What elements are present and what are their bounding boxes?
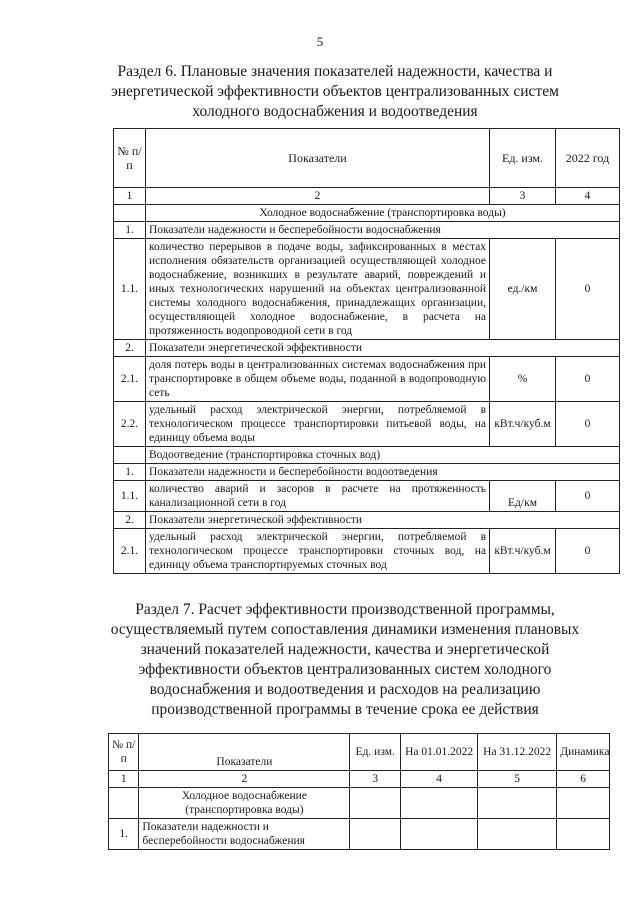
col-number: 5	[478, 771, 557, 788]
unit-cell: ед./км	[490, 239, 556, 340]
col-number: 2	[139, 771, 350, 788]
subgroup-row	[114, 464, 620, 481]
section-7-table	[108, 733, 610, 850]
group-heading: Холодное водоснабжение (транспортировка воды)	[139, 788, 350, 819]
col-header-unit: Ед. изм.	[350, 734, 401, 771]
subgroup-row	[114, 222, 620, 239]
subgroup-heading: Показатели энергетической эффективности	[146, 340, 620, 357]
value-cell: 0	[556, 357, 620, 402]
unit-cell: кВт.ч/куб.м	[490, 402, 556, 447]
group-row	[114, 447, 620, 464]
subgroup-heading: Показатели надежности и бесперебойности водоотведения	[146, 464, 620, 481]
subgroup-row	[109, 819, 610, 850]
group-heading: Холодное водоснабжение (транспортировка воды)	[146, 205, 620, 222]
row-number: 1.	[109, 819, 139, 850]
row-number: 2.	[114, 512, 146, 529]
row-number: 2.	[114, 340, 146, 357]
col-header-dynamics: Динамика	[557, 734, 610, 771]
indicator-text: удельный расход электрической энергии, потребляемой в технологическом процессе транспортировки сточных вод, на единицу объема транспортируемых сточных вод	[146, 529, 490, 574]
value-cell: 0	[556, 481, 620, 512]
col-header-start: На 01.01.2022	[401, 734, 478, 771]
indicator-text: удельный расход электрической энергии, потребляемой в технологическом процессе транспортировки питьевой воды, на единицу объема воды	[146, 402, 490, 447]
section-7-title: Раздел 7. Расчет эффективности производственной программы, осуществляемый путем сопоставления динамики изменения плановых значений показателей надежности, качества и энергетической эффективности объектов централизованных систем холодного водоснабжения и водоотведения и расходов на реализацию производственной программы в течение срока ее действия	[110, 601, 580, 718]
subgroup-heading: Показатели надежности и бесперебойности водоснабжения	[139, 819, 350, 850]
column-number-row	[114, 188, 620, 205]
col-header-indicator: Показатели	[146, 129, 490, 188]
col-header-num: № п/п	[109, 734, 139, 771]
row-number: 1.1.	[114, 481, 146, 512]
col-header-unit: Ед. изм.	[490, 129, 556, 188]
indicator-text: количество перерывов в подаче воды, зафиксированных в местах исполнения обязательств организацией осуществляющей холодное водоснабжение, возникших в результате аварий, повреждений и иных технологических нарушений на объектах централизованной системы холодного водоснабжения, принадлежащих организации, осуществляющей холодное водоснабжение, в расчета на протяженность водопроводной сети в год	[146, 239, 490, 340]
row-number: 2.2.	[114, 402, 146, 447]
col-number: 4	[556, 188, 620, 205]
section-6-title: Раздел 6. Плановые значения показателей надежности, качества и энергетической эффективности объектов централизованных систем холодного водоснабжения и водоотведения	[111, 63, 559, 120]
col-number: 4	[401, 771, 478, 788]
group-row	[114, 205, 620, 222]
table-header-row	[114, 129, 620, 188]
col-header-end: На 31.12.2022	[478, 734, 557, 771]
row-number: 1.	[114, 222, 146, 239]
indicator-text: доля потерь воды в централизованных системах водоснабжения при транспортировке в общем объеме воды, поданной в водопроводную сеть	[146, 357, 490, 402]
col-number: 1	[114, 188, 146, 205]
col-number: 1	[109, 771, 139, 788]
group-row	[109, 788, 610, 819]
row-number: 2.1.	[114, 357, 146, 402]
table-row	[114, 357, 620, 402]
col-header-num: № п/п	[114, 129, 146, 188]
value-cell: 0	[556, 239, 620, 340]
col-header-year: 2022 год	[556, 129, 620, 188]
col-number: 3	[350, 771, 401, 788]
col-number: 3	[490, 188, 556, 205]
col-header-indicator: Показатели	[139, 734, 350, 771]
value-cell: 0	[556, 529, 620, 574]
section-6-table	[113, 128, 620, 574]
unit-cell: %	[490, 357, 556, 402]
subgroup-row	[114, 512, 620, 529]
table-row	[114, 481, 620, 512]
table-header-row	[109, 734, 610, 771]
table-row	[114, 402, 620, 447]
page-number: 5	[316, 34, 324, 49]
unit-cell: Ед/км	[490, 481, 556, 512]
subgroup-heading: Показатели энергетической эффективности	[146, 512, 620, 529]
group-heading: Водоотведение (транспортировка сточных вод)	[146, 447, 620, 464]
column-number-row	[109, 771, 610, 788]
col-number: 6	[557, 771, 610, 788]
subgroup-heading: Показатели надежности и бесперебойности водоснабжения	[146, 222, 620, 239]
row-number: 1.1.	[114, 239, 146, 340]
value-cell: 0	[556, 402, 620, 447]
table-row	[114, 529, 620, 574]
indicator-text: количество аварий и засоров в расчете на протяженность канализационной сети в год	[146, 481, 490, 512]
col-number: 2	[146, 188, 490, 205]
row-number: 1.	[114, 464, 146, 481]
row-number: 2.1.	[114, 529, 146, 574]
table-row	[114, 239, 620, 340]
subgroup-row	[114, 340, 620, 357]
unit-cell: кВт.ч/куб.м	[490, 529, 556, 574]
